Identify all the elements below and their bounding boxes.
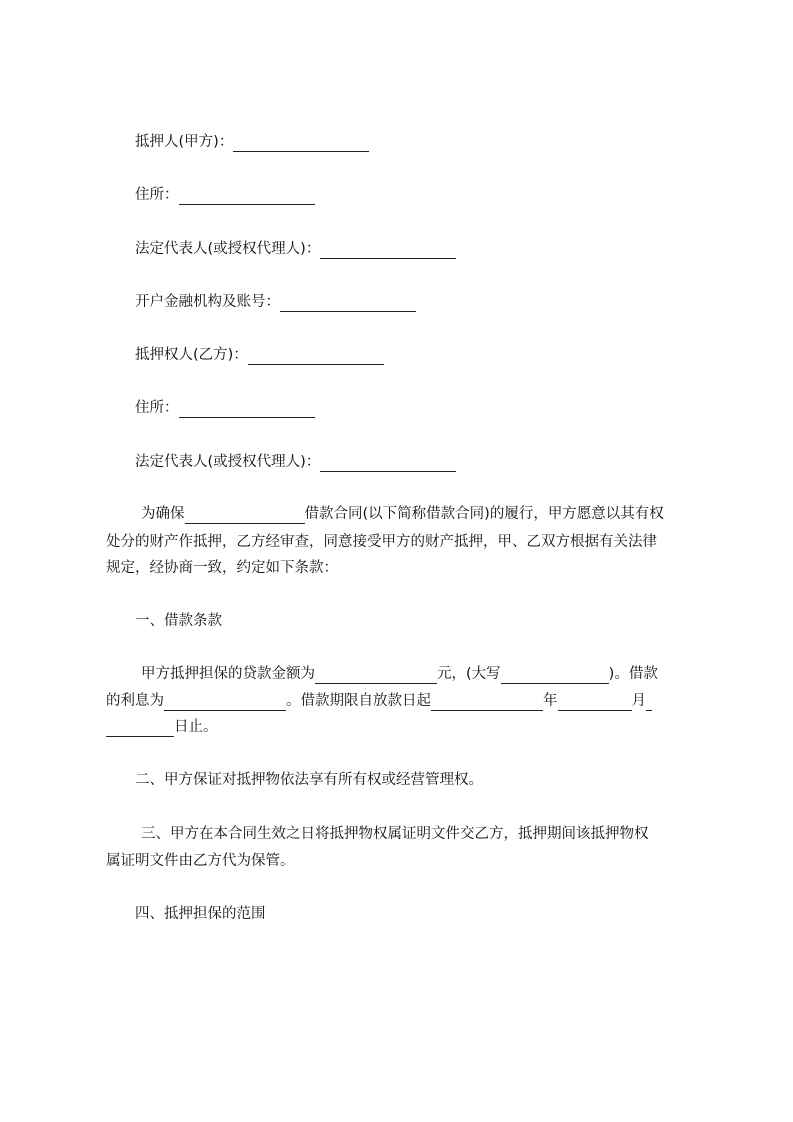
- mortgagee-blank[interactable]: [248, 345, 384, 365]
- loan-contract-blank[interactable]: [185, 504, 305, 524]
- mortgagor-blank[interactable]: [233, 132, 369, 152]
- mortgagor-rep-blank[interactable]: [320, 239, 456, 259]
- loan-text-1c: )。借款: [608, 666, 658, 682]
- section-1-line-2: [106, 691, 652, 711]
- intro-text-1b: 借款合同(以下简称借款合同)的履行，甲方愿意以其有权: [304, 506, 664, 522]
- loan-amount-blank[interactable]: [315, 664, 437, 684]
- day-label: 日止。: [174, 719, 218, 735]
- bank-account-field: [135, 292, 416, 312]
- mortgagee-address-label: 住所：: [135, 400, 179, 416]
- loan-amount-label: 甲方抵押担保的贷款金额为: [141, 666, 315, 682]
- mortgagee-address-blank[interactable]: [179, 398, 315, 418]
- intro-line-1: [141, 504, 664, 524]
- loan-amount-capital-blank[interactable]: [501, 664, 609, 684]
- mortgagor-rep-label: 法定代表人(或授权代理人)：: [135, 241, 321, 257]
- section-3-line-1: 三、甲方在本合同生效之日将抵押物权属证明文件交乙方，抵押期间该抵押物权: [141, 826, 649, 842]
- intro-text-1a: 为确保: [141, 506, 185, 522]
- term-day-blank[interactable]: [106, 717, 174, 737]
- section-2-text: 二、甲方保证对抵押物依法享有所有权或经营管理权。: [135, 772, 483, 788]
- section-1-line-1: [141, 664, 658, 684]
- mortgagee-label: 抵押权人(乙方)：: [135, 347, 248, 363]
- interest-blank[interactable]: [164, 691, 286, 711]
- section-1-line-3: [106, 717, 218, 737]
- intro-line-2: 处分的财产作抵押，乙方经审查，同意接受甲方的财产抵押，甲、乙双方根据有关法律: [106, 534, 657, 550]
- mortgagor-address-field: [135, 185, 315, 205]
- mortgagee-rep-field: [135, 452, 456, 472]
- mortgagor-label: 抵押人(甲方)：: [135, 134, 234, 150]
- term-year-blank[interactable]: [431, 691, 543, 711]
- bank-account-blank[interactable]: [280, 292, 416, 312]
- loan-term-label: 。借款期限自放款日起: [286, 693, 431, 709]
- bank-account-label: 开户金融机构及账号：: [135, 294, 280, 310]
- loan-amount-capital-label: 元，(大写: [437, 666, 501, 682]
- month-label: 月: [631, 693, 646, 709]
- section-3-line-2: 属证明文件由乙方代为保管。: [106, 853, 295, 869]
- term-month-blank[interactable]: [558, 691, 632, 711]
- section-4-heading: 四、抵押担保的范围: [135, 906, 266, 922]
- interest-label: 的利息为: [106, 693, 164, 709]
- intro-line-3: 规定，经协商一致，约定如下条款：: [106, 560, 338, 576]
- mortgagor-rep-field: [135, 239, 456, 259]
- mortgagee-rep-blank[interactable]: [320, 452, 456, 472]
- mortgagee-rep-label: 法定代表人(或授权代理人)：: [135, 454, 321, 470]
- mortgagee-field: [135, 345, 384, 365]
- mortgagee-address-field: [135, 398, 315, 418]
- year-label: 年: [543, 693, 558, 709]
- section-1-heading: 一、借款条款: [135, 613, 222, 629]
- mortgagor-address-blank[interactable]: [179, 185, 315, 205]
- term-day-blank-start[interactable]: [646, 691, 652, 711]
- mortgagor-field: [135, 132, 369, 152]
- mortgagor-address-label: 住所：: [135, 187, 179, 203]
